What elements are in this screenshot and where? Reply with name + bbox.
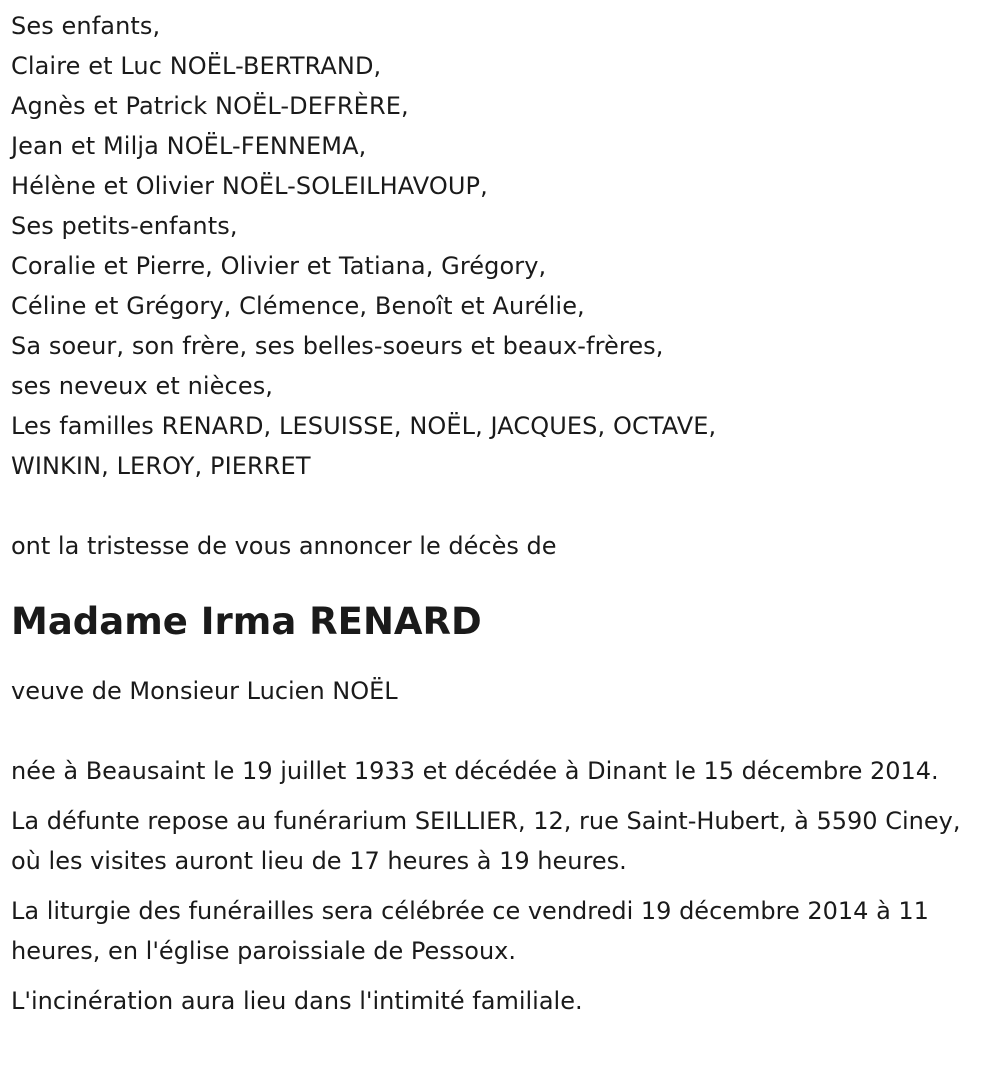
family-line: Hélène et Olivier NOËL-SOLEILHAVOUP, bbox=[11, 172, 488, 200]
cremation-paragraph: L'incinération aura lieu dans l'intimité familiale. bbox=[11, 987, 583, 1015]
family-line: Sa soeur, son frère, ses belles-soeurs et beaux-frères, bbox=[11, 332, 664, 360]
family-line: Les familles RENARD, LESUISSE, NOËL, JACQUES, OCTAVE, bbox=[11, 412, 717, 440]
family-list bbox=[11, 6, 986, 486]
obituary-notice bbox=[11, 6, 986, 1021]
widow-of-text: veuve de Monsieur Lucien NOËL bbox=[11, 677, 398, 705]
funeral-paragraph: La liturgie des funérailles sera célébrée ce vendredi 19 décembre 2014 à 11 heures, en l'église paroissiale de Pessoux. bbox=[11, 897, 929, 965]
announcement-text: ont la tristesse de vous annoncer le décès de bbox=[11, 532, 557, 560]
family-line: Agnès et Patrick NOËL-DEFRÈRE, bbox=[11, 92, 409, 120]
family-line: Claire et Luc NOËL-BERTRAND, bbox=[11, 52, 382, 80]
family-line: Jean et Milja NOËL-FENNEMA, bbox=[11, 132, 367, 160]
family-line: Coralie et Pierre, Olivier et Tatiana, Grégory, bbox=[11, 252, 547, 280]
rest-place-paragraph: La défunte repose au funérarium SEILLIER, 12, rue Saint-Hubert, à 5590 Ciney, où les visites auront lieu de 17 heures à 19 heures. bbox=[11, 807, 961, 875]
family-line: WINKIN, LEROY, PIERRET bbox=[11, 452, 311, 480]
deceased-name: Madame Irma RENARD bbox=[11, 600, 482, 643]
family-line: ses neveux et nièces, bbox=[11, 372, 274, 400]
family-line: Céline et Grégory, Clémence, Benoît et Aurélie, bbox=[11, 292, 585, 320]
family-line: Ses petits-enfants, bbox=[11, 212, 238, 240]
family-line: Ses enfants, bbox=[11, 12, 161, 40]
birth-death-paragraph: née à Beausaint le 19 juillet 1933 et décédée à Dinant le 15 décembre 2014. bbox=[11, 757, 939, 785]
